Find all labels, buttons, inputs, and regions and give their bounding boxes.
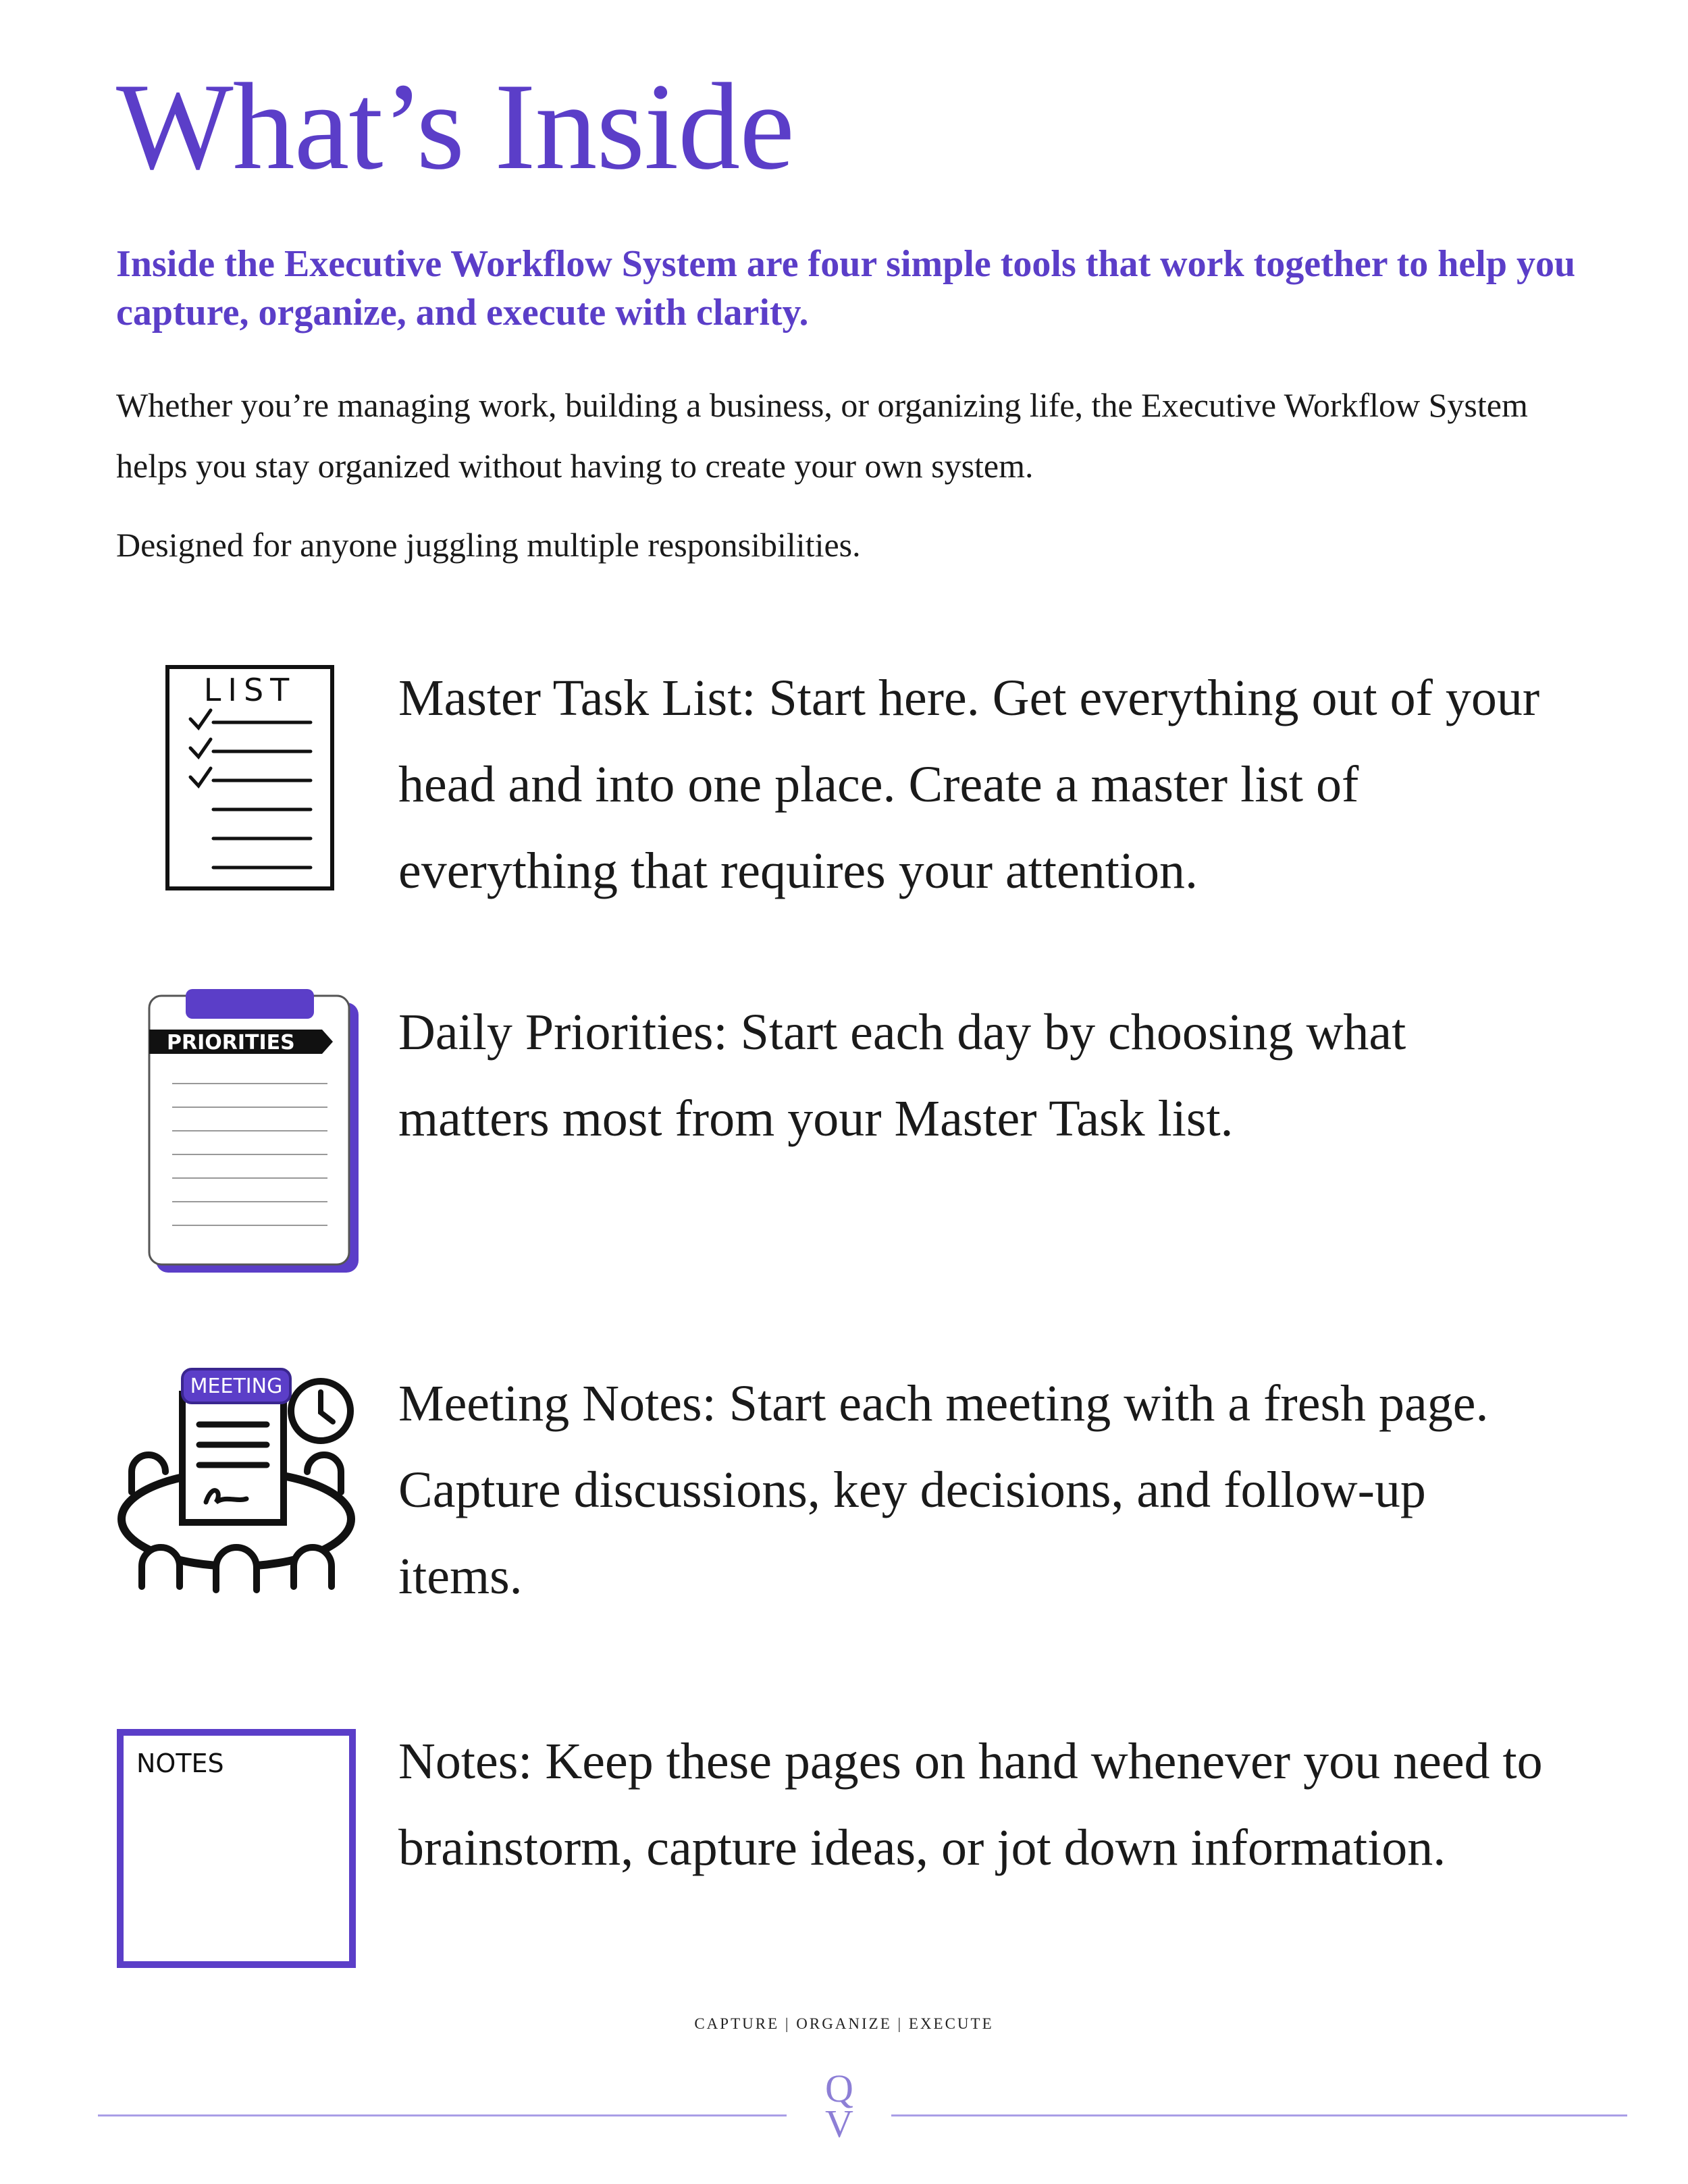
monogram-logo: Q V (825, 2067, 853, 2146)
item-daily-priorities: Daily Priorities: Start each day by choosing what matters most from your Master Task list. (398, 1004, 1406, 1147)
page-title: What’s Inside (116, 57, 794, 195)
item-master-task-list: Master Task List: Start here. Get everything out of your head and into one place. Create a master list of everything that requires your attention. (398, 670, 1540, 899)
footer-rule-left (98, 2114, 787, 2116)
footer-rule-right (891, 2114, 1627, 2116)
checklist-icon (162, 662, 344, 898)
list-label: LIST (203, 672, 296, 708)
footer-tagline: CAPTURE | ORGANIZE | EXECUTE (694, 2015, 994, 2032)
intro-paragraph: Whether you’re managing work, building a business, or organizing life, the Executive Workflow System helps you stay organized without having to create your own system. (116, 386, 1528, 485)
item-notes: Notes: Keep these pages on hand whenever you need to brainstorm, capture ideas, or jot down information. (398, 1733, 1543, 1876)
audience-line: Designed for anyone juggling multiple responsibilities. (116, 526, 861, 564)
clipboard-icon (145, 989, 361, 1279)
page-subtitle: Inside the Executive Workflow System are four simple tools that work together to help you capture, organize, and execute with clarity. (116, 243, 1576, 334)
meeting-table-icon (111, 1357, 368, 1600)
meeting-label: MEETING (190, 1375, 283, 1398)
notes-box-icon (116, 1728, 357, 1969)
priorities-label: PRIORITIES (167, 1031, 295, 1055)
item-meeting-notes: Meeting Notes: Start each meeting with a fresh page. Capture discussions, key decisions, and follow-up items. (398, 1375, 1489, 1605)
notes-label: NOTES (136, 1749, 224, 1778)
